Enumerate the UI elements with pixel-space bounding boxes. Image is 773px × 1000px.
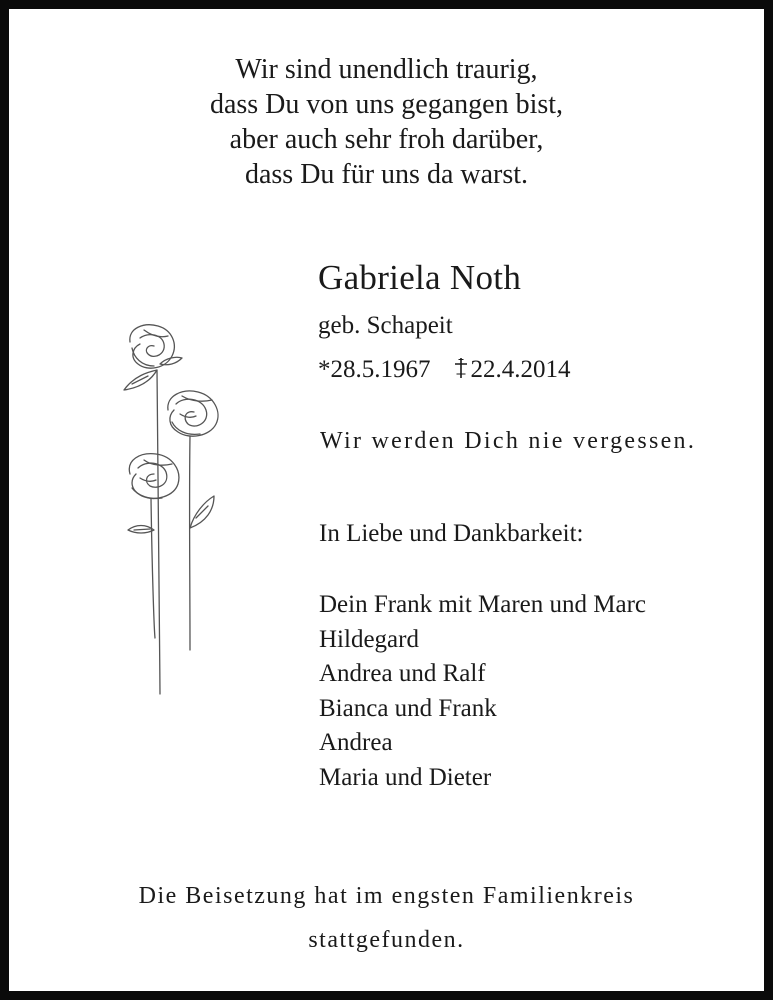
burial-line: stattgefunden. bbox=[308, 927, 465, 953]
poem-line: aber auch sehr froh darüber, bbox=[229, 124, 544, 155]
poem bbox=[0, 52, 773, 192]
mourner: Dein Frank mit Maren und Marc bbox=[319, 591, 647, 618]
burial-line: Die Beisetzung hat im engsten Familienkreis bbox=[138, 883, 635, 909]
mourner: Andrea bbox=[319, 729, 393, 757]
mourner: Andrea und Ralf bbox=[319, 660, 486, 688]
deceased-name: Gabriela Noth bbox=[318, 258, 522, 297]
rose-drawing-icon bbox=[110, 318, 240, 698]
poem-line: dass Du für uns da warst. bbox=[244, 159, 529, 190]
poem-line: Wir sind unendlich traurig, bbox=[235, 54, 538, 85]
burial-notice bbox=[0, 874, 773, 962]
life-dates bbox=[318, 356, 571, 384]
cross-icon bbox=[453, 357, 469, 379]
birth-name: geb. Schapeit bbox=[318, 312, 453, 339]
mourner: Maria und Dieter bbox=[319, 763, 492, 791]
birth-date: *28.5.1967 bbox=[318, 356, 431, 383]
motto: Wir werden Dich nie vergessen. bbox=[320, 428, 697, 454]
death-date: 22.4.2014 bbox=[470, 356, 571, 383]
poem-line: dass Du von uns gegangen bist, bbox=[209, 89, 564, 120]
mourner: Bianca und Frank bbox=[319, 694, 497, 722]
mourners-list bbox=[319, 588, 646, 796]
mourner: Hildegard bbox=[319, 625, 419, 653]
thanks-line: In Liebe und Dankbarkeit: bbox=[319, 520, 584, 547]
